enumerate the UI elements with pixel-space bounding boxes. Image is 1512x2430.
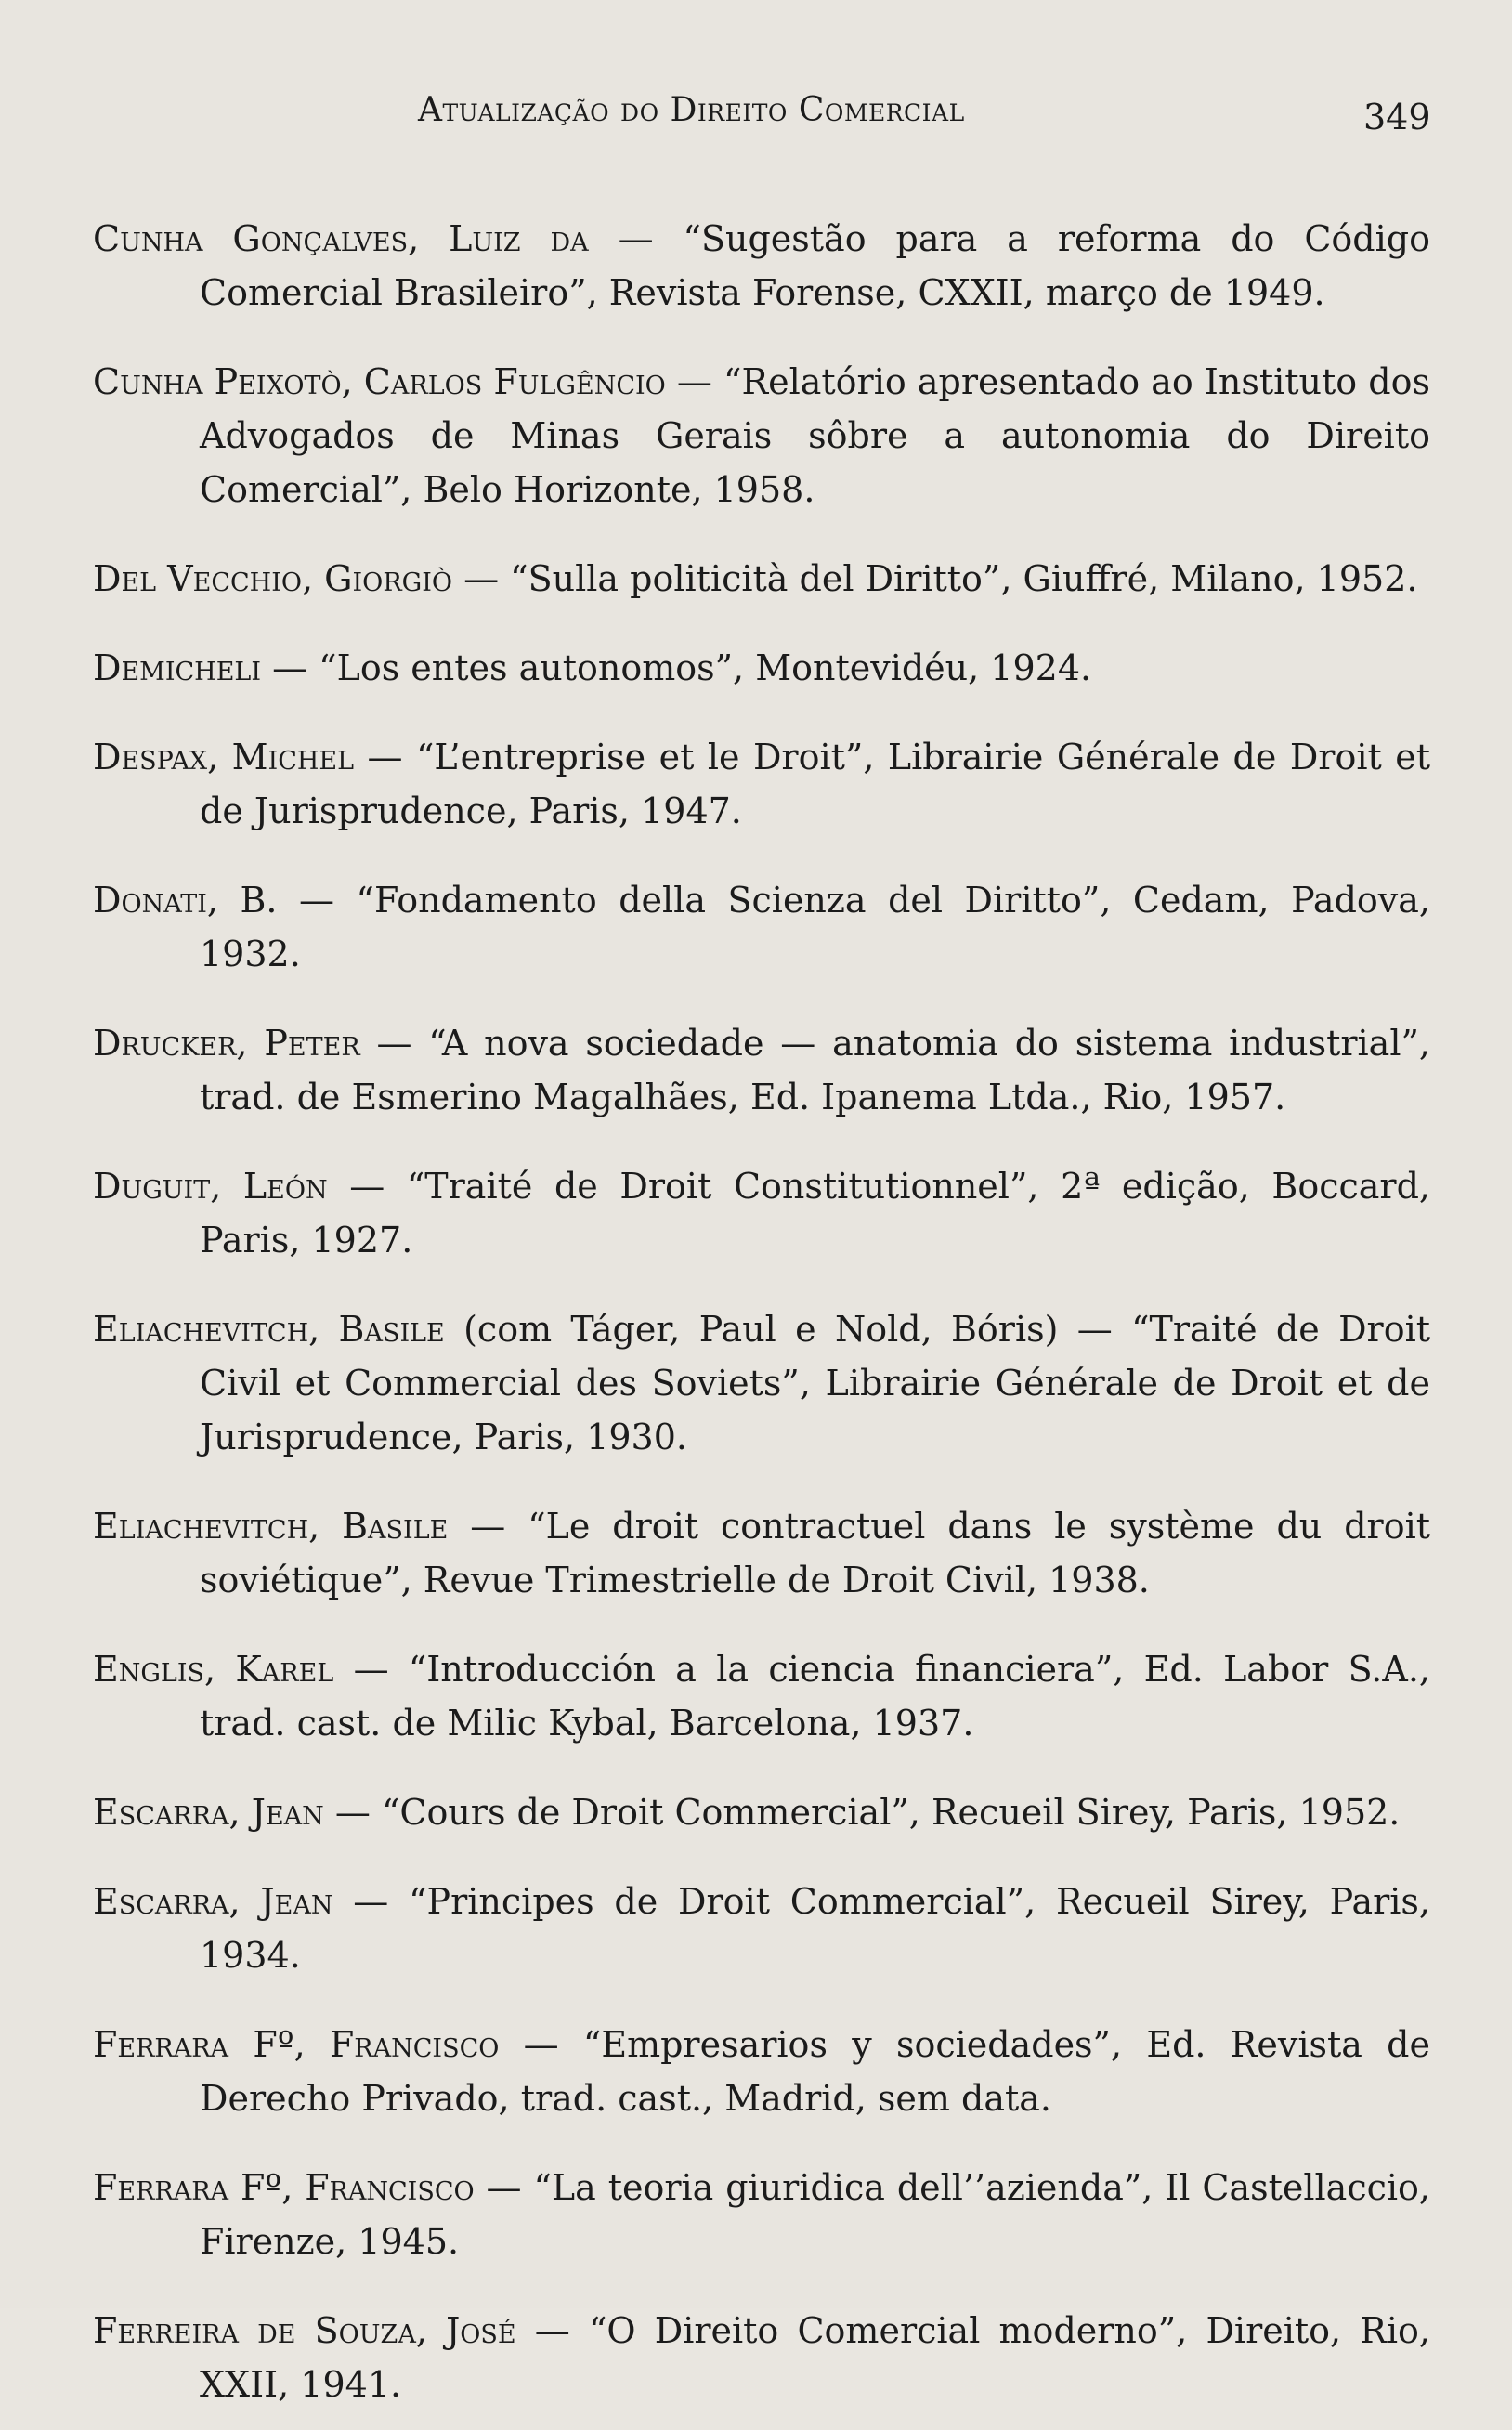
bibliography-entry xyxy=(93,873,1430,981)
page-number: 349 xyxy=(1363,97,1431,137)
bibliography-entry xyxy=(93,212,1430,320)
entry-text: — “La teoria giuridica dell’’azienda”, Il Castellaccio, Firenze, 1945. xyxy=(200,2167,1430,2262)
entry-author: Eliachevitch, Basile xyxy=(93,1309,445,1350)
bibliography-entry xyxy=(93,1785,1430,1839)
bibliography-entry xyxy=(93,1875,1430,1982)
entry-author: Despax, Michel xyxy=(93,737,355,777)
entry-author: Escarra, Jean xyxy=(93,1792,324,1833)
entry-author: Cunha Gonçalves, Luiz da xyxy=(93,218,589,259)
entry-author: Eliachevitch, Basile xyxy=(93,1506,449,1547)
bibliography-entry xyxy=(93,552,1430,606)
entry-author: Drucker, Peter xyxy=(93,1023,360,1064)
bibliography-entry xyxy=(93,2018,1430,2125)
entry-text: — “Los entes autonomos”, Montevidéu, 1924. xyxy=(261,647,1092,688)
entry-text: — “Principes de Droit Commercial”, Recueil Sirey, Paris, 1934. xyxy=(200,1881,1430,1976)
bibliography-entry xyxy=(93,355,1430,516)
entry-author: Escarra, Jean xyxy=(93,1881,333,1922)
bibliography-entry xyxy=(93,1642,1430,1750)
page-header xyxy=(0,91,1512,137)
bibliography-entry xyxy=(93,1159,1430,1267)
entry-text: — “Cours de Droit Commercial”, Recueil Sirey, Paris, 1952. xyxy=(323,1792,1401,1833)
bibliography-entry xyxy=(93,1499,1430,1607)
entry-text: — “O Direito Comercial moderno”, Direito, Rio, XXII, 1941. xyxy=(200,2310,1430,2405)
entry-author: Ferrara Fº, Francisco xyxy=(93,2024,500,2065)
entry-text: — “Traité de Droit Constitutionnel”, 2ª edição, Boccard, Paris, 1927. xyxy=(200,1166,1430,1261)
entry-author: Cunha Peixotò, Carlos Fulgêncio xyxy=(93,361,666,402)
entry-text: — “Introducción a la ciencia financiera”, Ed. Labor S.A., trad. cast. de Milic Kybal, Barcelona, 1937. xyxy=(200,1649,1430,1744)
entry-author: Ferrara Fº, Francisco xyxy=(93,2167,475,2208)
bibliography-list xyxy=(93,176,1430,2430)
entry-text: — “Fondamento della Scienza del Diritto”, Cedam, Padova, 1932. xyxy=(200,880,1430,974)
entry-author: Donati, B. xyxy=(93,880,278,921)
entry-text: — “Relatório apresentado ao Instituto dos Advogados de Minas Gerais sôbre a autonomia do Direito Comercial”, Belo Horizonte, 1958. xyxy=(200,361,1431,510)
entry-author: Duguit, León xyxy=(93,1166,328,1207)
entry-author: Demicheli xyxy=(93,647,261,688)
entry-text: — “L’entreprise et le Droit”, Librairie Générale de Droit et de Jurisprudence, Paris, 1947. xyxy=(200,737,1431,831)
entry-author: Ferreira de Souza, José xyxy=(93,2310,516,2351)
entry-text: — “Le droit contractuel dans le système du droit soviétique”, Revue Trimestrielle de Droit Civil, 1938. xyxy=(200,1506,1430,1600)
entry-author: Del Vecchio, Giorgiò xyxy=(93,558,453,599)
entry-text: — “Sugestão para a reforma do Código Comercial Brasileiro”, Revista Forense, CXXII, março de 1949. xyxy=(200,218,1430,313)
entry-text: — “Sulla politicità del Diritto”, Giuffré, Milano, 1952. xyxy=(452,558,1418,599)
entry-text: — “A nova sociedade — anatomia do sistema industrial”, trad. de Esmerino Magalhães, Ed. Ipanema Ltda., Rio, 1957. xyxy=(200,1023,1430,1117)
bibliography-entry xyxy=(93,1016,1430,1124)
bibliography-entry xyxy=(93,730,1430,838)
bibliography-entry xyxy=(93,2161,1430,2268)
entry-author: Englis, Karel xyxy=(93,1649,334,1690)
bibliography-entry xyxy=(93,2304,1430,2411)
bibliography-entry xyxy=(93,641,1430,695)
entry-text: — “Empresarios y sociedades”, Ed. Revista de Derecho Privado, trad. cast., Madrid, sem data. xyxy=(200,2024,1430,2119)
entry-text: (com Táger, Paul e Nold, Bóris) — “Traité de Droit Civil et Commercial des Soviets”, Librairie Générale de Droit et de Jurisprudence, Paris, 1930. xyxy=(200,1309,1430,1457)
bibliography-entry xyxy=(93,1302,1430,1464)
running-title: Atualização do Direito Comercial xyxy=(418,91,965,129)
